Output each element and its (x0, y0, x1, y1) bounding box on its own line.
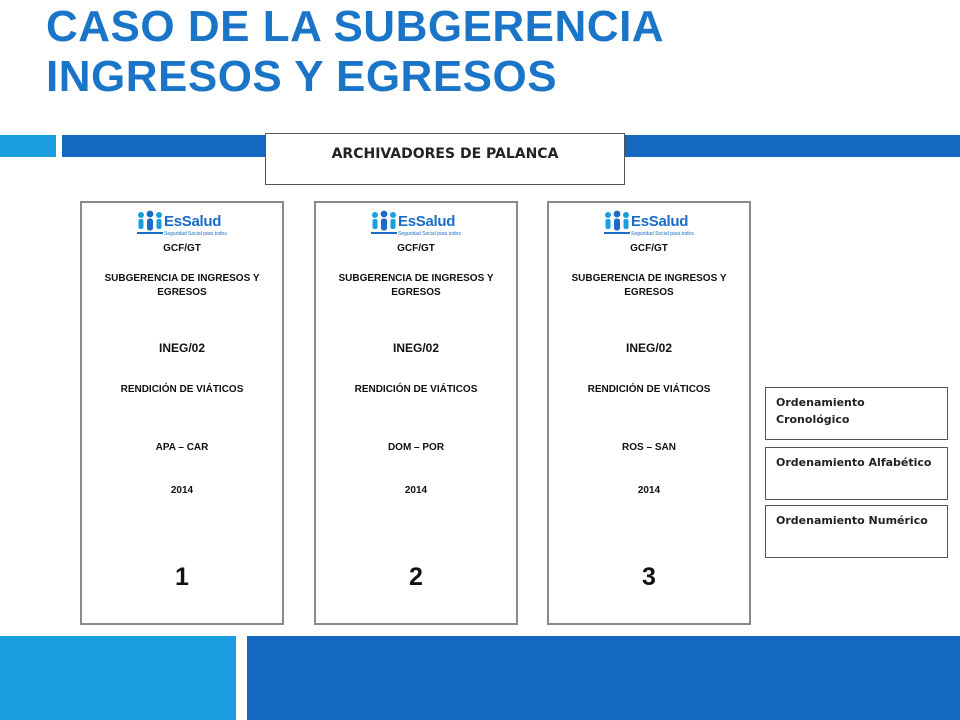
ordering-alphabetical-label: Ordenamiento Alfabético (776, 456, 932, 469)
essalud-logo (82, 210, 282, 240)
binder-year: 2014 (170, 485, 194, 496)
binder-rendicion: RENDICIÓN DE VIÁTICOS (354, 384, 478, 395)
logo-tagline: Seguridad Social para todos (631, 231, 694, 237)
binder-range: DOM – POR (387, 442, 445, 453)
ordering-numeric-box (765, 505, 948, 558)
page-title-line-1: CASO DE LA SUBGERENCIA (46, 2, 665, 51)
ordering-numeric-label: Ordenamiento Numérico (776, 514, 928, 527)
essalud-logo (549, 210, 749, 240)
ordering-alphabetical-box (765, 447, 948, 500)
binder-subgerencia: SUBGERENCIA DE INGRESOS Y EGRESOS (104, 273, 260, 298)
binder-code: GCF/GT (630, 243, 668, 254)
binder-subgerencia: SUBGERENCIA DE INGRESOS Y EGRESOS (571, 273, 727, 298)
archivadores-header-box: ARCHIVADORES DE PALANCA (265, 133, 625, 185)
family-icon (370, 210, 398, 238)
logo-wordmark: EsSalud (398, 213, 456, 230)
binder-number: 1 (175, 563, 189, 591)
page-title (46, 2, 664, 102)
ordering-chronological-label: Ordenamiento Cronológico (776, 396, 865, 426)
binder-code: GCF/GT (163, 243, 201, 254)
binder-card-1 (80, 201, 284, 625)
family-icon (136, 210, 164, 238)
binder-ineg: INEG/02 (625, 341, 673, 355)
logo-tagline: Seguridad Social para todos (398, 231, 461, 237)
binder-range: APA – CAR (155, 442, 209, 453)
binder-card-3 (547, 201, 751, 625)
binder-rendicion: RENDICIÓN DE VIÁTICOS (120, 384, 244, 395)
binder-number: 3 (642, 563, 656, 591)
family-icon (603, 210, 631, 238)
binder-year: 2014 (404, 485, 428, 496)
ordering-chronological-box (765, 387, 948, 440)
top-accent-bar-left (0, 135, 56, 157)
bottom-accent-bar-right (247, 636, 960, 720)
binder-ineg: INEG/02 (158, 341, 206, 355)
binder-number: 2 (409, 563, 423, 591)
logo-tagline: Seguridad Social para todos (164, 231, 227, 237)
logo-wordmark: EsSalud (631, 213, 689, 230)
binder-card-2 (314, 201, 518, 625)
bottom-accent-bar-left (0, 636, 236, 720)
binder-ineg: INEG/02 (392, 341, 440, 355)
binder-range: ROS – SAN (622, 442, 676, 453)
binder-rendicion: RENDICIÓN DE VIÁTICOS (587, 384, 711, 395)
binder-subgerencia: SUBGERENCIA DE INGRESOS Y EGRESOS (338, 273, 494, 298)
binder-year: 2014 (637, 485, 661, 496)
essalud-logo (316, 210, 516, 240)
binder-code: GCF/GT (397, 243, 435, 254)
page-title-line-2: INGRESOS Y EGRESOS (46, 52, 558, 101)
logo-wordmark: EsSalud (164, 213, 222, 230)
